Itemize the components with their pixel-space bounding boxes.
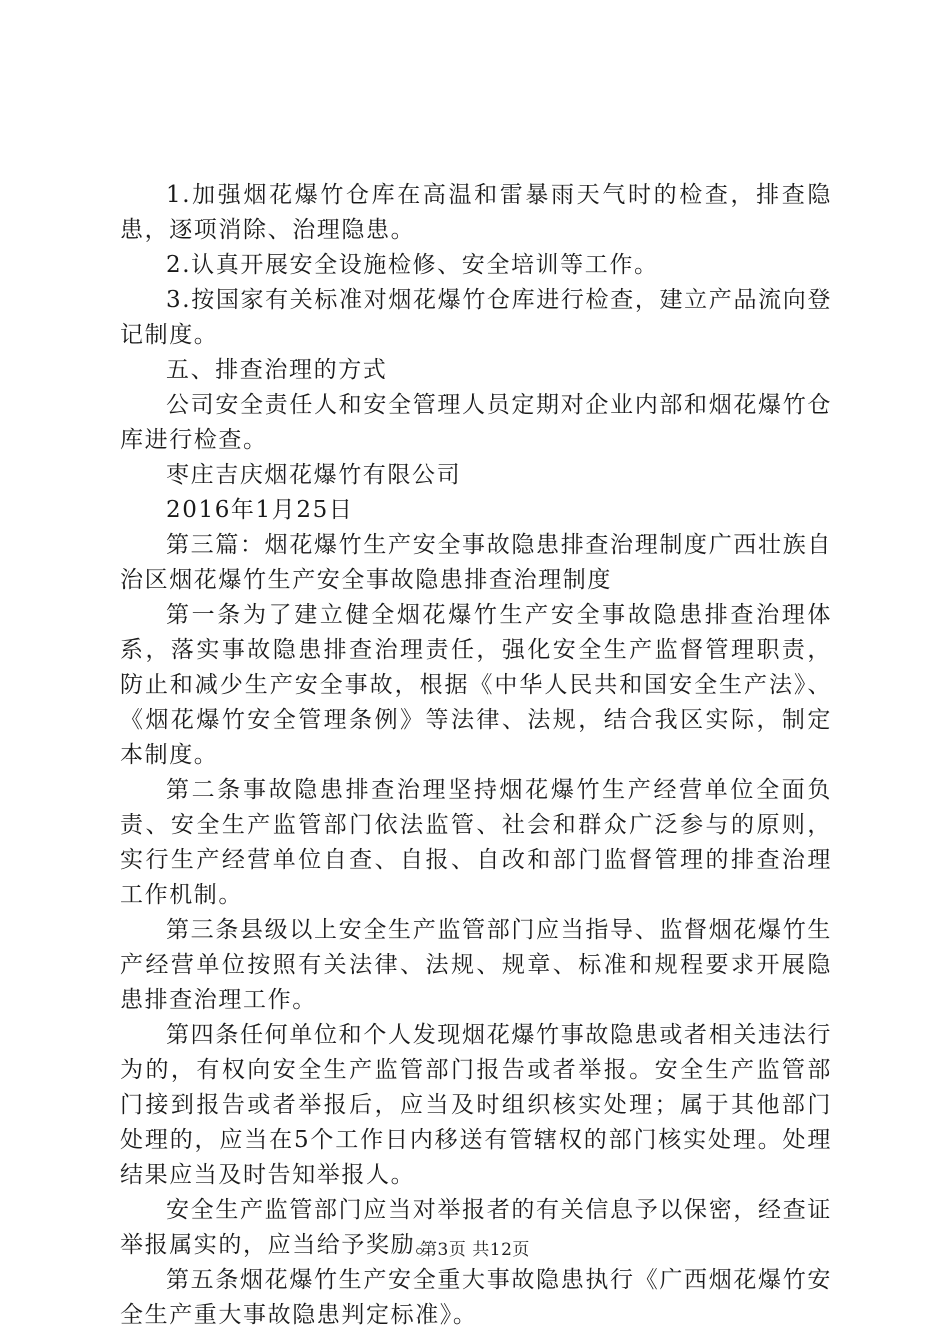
article-5: 第五条烟花爆竹生产安全重大事故隐患执行《广西烟花爆竹安全生产重大事故隐患判定标准》。 (120, 1267, 832, 1328)
page-number-footer: 第3页 共12页 (420, 1240, 530, 1260)
article-1: 第一条为了建立健全烟花爆竹生产安全事故隐患排查治理体系，落实事故隐患排查治理责任，强化安全生产监督管理职责，防止和减少生产安全事故，根据《中华人民共和国安全生产法》、《烟花爆竹安全管理条例》等法律、法规，结合我区实际，制定本制度。 (120, 602, 832, 768)
chapter-title: 第三篇：烟花爆竹生产安全事故隐患排查治理制度广西壮族自治区烟花爆竹生产安全事故隐患排查治理制度 (120, 532, 832, 593)
company-signature: 枣庄吉庆烟花爆竹有限公司 (166, 462, 462, 488)
article-4-continued: 安全生产监管部门应当对举报者的有关信息予以保密，经查证举报属实的，应当给予奖励。 (120, 1197, 832, 1258)
article-3: 第三条县级以上安全生产监管部门应当指导、监督烟花爆竹生产经营单位按照有关法律、法规、规章、标准和规程要求开展隐患排查治理工作。 (120, 917, 832, 1013)
article-4: 第四条任何单位和个人发现烟花爆竹事故隐患或者相关违法行为的，有权向安全生产监管部门报告或者举报。安全生产监管部门接到报告或者举报后，应当及时组织核实处理；属于其他部门处理的，应当在5个工作日内移送有管辖权的部门核实处理。处理结果应当及时告知举报人。 (120, 1022, 832, 1188)
article-2: 第二条事故隐患排查治理坚持烟花爆竹生产经营单位全面负责、安全生产监管部门依法监管、社会和群众广泛参与的原则，实行生产经营单位自查、自报、自改和部门监督管理的排查治理工作机制。 (120, 777, 832, 908)
paragraph-item-3: 3.按国家有关标准对烟花爆竹仓库进行检查，建立产品流向登记制度。 (120, 287, 832, 348)
paragraph-item-2: 2.认真开展安全设施检修、安全培训等工作。 (166, 252, 659, 278)
section-heading: 五、排查治理的方式 (166, 357, 388, 383)
paragraph-item-1: 1.加强烟花爆竹仓库在高温和雷暴雨天气时的检查，排查隐患，逐项消除、治理隐患。 (120, 182, 832, 243)
signature-date: 2016年1月25日 (166, 497, 354, 523)
document-body (120, 178, 832, 1333)
paragraph-item-5: 公司安全责任人和安全管理人员定期对企业内部和烟花爆竹仓库进行检查。 (120, 392, 832, 453)
